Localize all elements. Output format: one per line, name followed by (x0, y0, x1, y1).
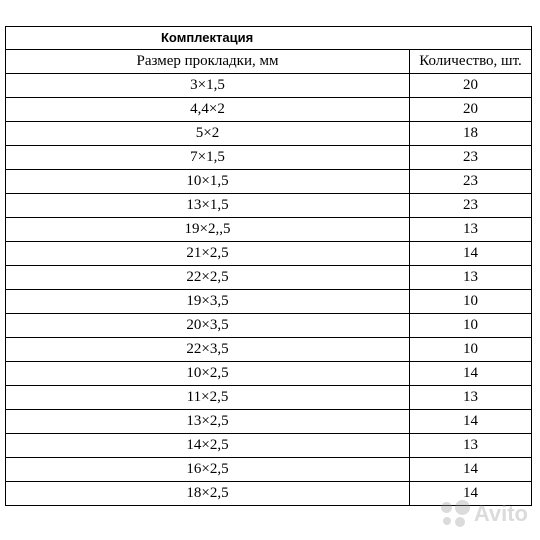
table-row (6, 170, 532, 194)
cell-quantity: 13 (410, 386, 532, 410)
table-row (6, 146, 532, 170)
cell-size: 19×3,5 (6, 290, 410, 314)
table-row (6, 434, 532, 458)
cell-quantity: 23 (410, 146, 532, 170)
cell-size: 10×1,5 (6, 170, 410, 194)
cell-quantity: 14 (410, 242, 532, 266)
cell-size: 13×1,5 (6, 194, 410, 218)
table-row (6, 410, 532, 434)
cell-quantity: 18 (410, 122, 532, 146)
watermark-text: Avito (473, 501, 528, 526)
table-row (6, 74, 532, 98)
cell-size: 11×2,5 (6, 386, 410, 410)
cell-size: 10×2,5 (6, 362, 410, 386)
equipment-table (5, 26, 532, 506)
cell-size: 21×2,5 (6, 242, 410, 266)
table-row (6, 290, 532, 314)
avito-logo-icon (441, 500, 471, 528)
table-row (6, 338, 532, 362)
cell-quantity: 14 (410, 410, 532, 434)
cell-quantity: 13 (410, 218, 532, 242)
cell-quantity: 14 (410, 458, 532, 482)
table-row (6, 242, 532, 266)
table-title-row (6, 27, 532, 50)
cell-quantity: 10 (410, 314, 532, 338)
cell-quantity: 13 (410, 434, 532, 458)
watermark (441, 500, 528, 528)
column-header-quantity: Количество, шт. (410, 50, 532, 74)
table-row (6, 98, 532, 122)
cell-quantity: 13 (410, 266, 532, 290)
cell-quantity: 20 (410, 74, 532, 98)
cell-size: 14×2,5 (6, 434, 410, 458)
table-row (6, 314, 532, 338)
cell-quantity: 10 (410, 290, 532, 314)
cell-size: 5×2 (6, 122, 410, 146)
cell-size: 22×3,5 (6, 338, 410, 362)
table-row (6, 386, 532, 410)
cell-quantity: 14 (410, 482, 532, 506)
cell-quantity: 10 (410, 338, 532, 362)
table-header-row (6, 50, 532, 74)
table-row (6, 122, 532, 146)
cell-size: 16×2,5 (6, 458, 410, 482)
cell-size: 7×1,5 (6, 146, 410, 170)
cell-quantity: 20 (410, 98, 532, 122)
cell-quantity: 14 (410, 362, 532, 386)
cell-size: 20×3,5 (6, 314, 410, 338)
column-header-size: Размер прокладки, мм (6, 50, 410, 74)
table-row (6, 218, 532, 242)
cell-size: 3×1,5 (6, 74, 410, 98)
table-row (6, 266, 532, 290)
table-row (6, 194, 532, 218)
cell-quantity: 23 (410, 194, 532, 218)
table-row (6, 458, 532, 482)
cell-size: 4,4×2 (6, 98, 410, 122)
cell-size: 18×2,5 (6, 482, 410, 506)
cell-size: 22×2,5 (6, 266, 410, 290)
table-title: Комплектация (6, 27, 532, 50)
table-row (6, 362, 532, 386)
cell-quantity: 23 (410, 170, 532, 194)
cell-size: 13×2,5 (6, 410, 410, 434)
cell-size: 19×2,,5 (6, 218, 410, 242)
